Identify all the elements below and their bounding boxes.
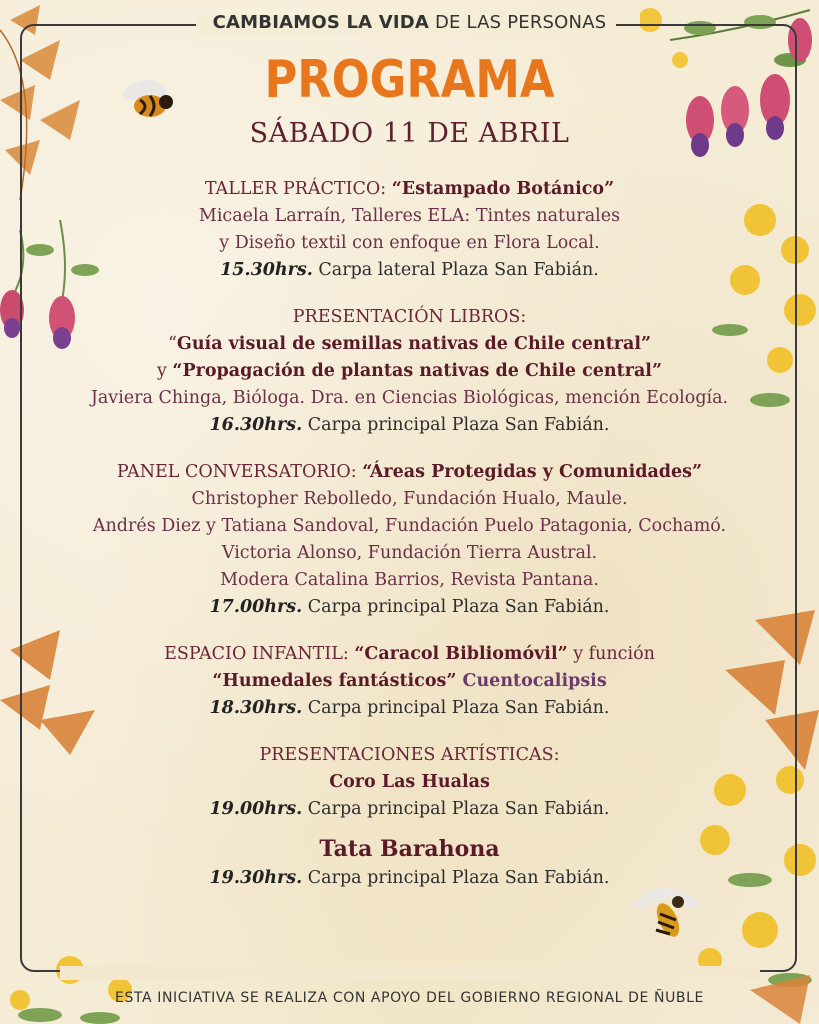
artisticas-time1: 19.00hrs.: [209, 799, 303, 819]
panel-speaker3: Victoria Alonso, Fundación Tierra Austral.: [221, 543, 598, 563]
event-taller: [40, 176, 779, 284]
taller-time: 15.30hrs.: [220, 260, 313, 280]
program-content: [40, 176, 779, 912]
taller-line1: Micaela Larraín, Talleres ELA: Tintes naturales: [198, 206, 621, 226]
taller-line2: y Diseño textil con enfoque en Flora Local.: [219, 233, 600, 253]
panel-label: PANEL CONVERSATORIO:: [116, 462, 363, 482]
artisticas-place1: Carpa principal Plaza San Fabián.: [302, 799, 610, 819]
libros-label: PRESENTACIÓN LIBROS:: [292, 307, 527, 327]
panel-moderator: Modera Catalina Barrios, Revista Pantana.: [220, 570, 599, 590]
infantil-name: “Caracol Bibliomóvil”: [354, 644, 568, 664]
artisticas-act1: Coro Las Hualas: [329, 772, 490, 792]
libros-book1: Guía visual de semillas nativas de Chile central”: [176, 334, 652, 354]
libros-author: Javiera Chinga, Bióloga. Dra. en Ciencias Biológicas, mención Ecología.: [90, 388, 729, 408]
libros-place: Carpa principal Plaza San Fabián.: [302, 415, 610, 435]
tagline: [0, 12, 819, 33]
infantil-show: “Humedales fantásticos”: [212, 671, 457, 691]
infantil-time: 18.30hrs.: [209, 698, 303, 718]
artisticas-place2: Carpa principal Plaza San Fabián.: [302, 868, 610, 888]
artisticas-label: PRESENTACIONES ARTÍSTICAS:: [259, 745, 560, 765]
event-panel: [40, 459, 779, 621]
artisticas-act2: Tata Barahona: [319, 836, 500, 862]
panel-speaker2: Andrés Diez y Tatiana Sandoval, Fundación Puelo Patagonia, Cochamó.: [92, 516, 727, 536]
taller-name: “Estampado Botánico”: [391, 179, 615, 199]
infantil-company: Cuentocalipsis: [456, 671, 607, 691]
infantil-connector: y función: [567, 644, 655, 664]
taller-label: TALLER PRÁCTICO:: [204, 179, 392, 199]
infantil-label: ESPACIO INFANTIL:: [164, 644, 355, 664]
event-artisticas: [40, 742, 779, 892]
artisticas-time2: 19.30hrs.: [209, 868, 303, 888]
infantil-place: Carpa principal Plaza San Fabián.: [302, 698, 610, 718]
libros-connector: y: [156, 361, 173, 381]
event-infantil: [40, 641, 779, 722]
page-title: PROGRAMA: [264, 50, 555, 110]
tagline-rest: DE LAS PERSONAS: [429, 12, 607, 33]
frame-gap-bottom: [60, 966, 760, 980]
panel-name: “Áreas Protegidas y Comunidades”: [362, 462, 703, 482]
event-libros: [40, 304, 779, 439]
panel-place: Carpa principal Plaza San Fabián.: [302, 597, 610, 617]
tagline-bold: CAMBIAMOS LA VIDA: [212, 12, 430, 33]
panel-time: 17.00hrs.: [209, 597, 303, 617]
footer-credit: ESTA INICIATIVA SE REALIZA CON APOYO DEL GOBIERNO REGIONAL DE ÑUBLE: [115, 990, 704, 1006]
libros-quote-open: “: [167, 334, 177, 354]
libros-book2: “Propagación de plantas nativas de Chile central”: [172, 361, 663, 381]
taller-place: Carpa lateral Plaza San Fabián.: [312, 260, 599, 280]
libros-time: 16.30hrs.: [209, 415, 303, 435]
event-date: SÁBADO 11 DE ABRIL: [249, 118, 570, 149]
panel-speaker1: Christopher Rebolledo, Fundación Hualo, Maule.: [191, 489, 628, 509]
